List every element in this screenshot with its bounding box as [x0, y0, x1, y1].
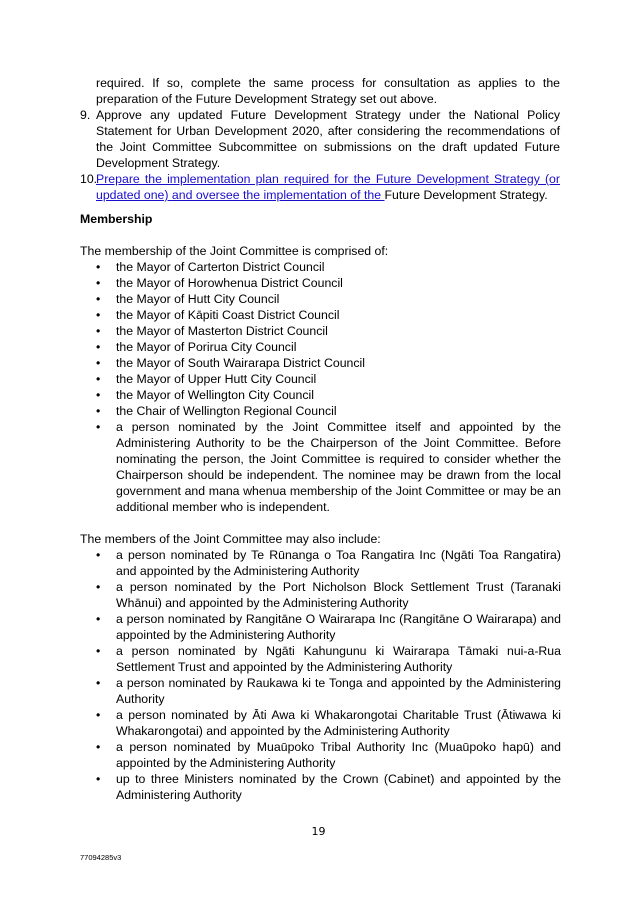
- bullet-icon: •: [96, 340, 101, 354]
- list-item: [96, 403, 561, 419]
- optional-members-intro: The members of the Joint Committee may also include:: [80, 532, 381, 546]
- list-item: [96, 771, 561, 803]
- list-item: [96, 355, 561, 371]
- list-item-text: the Mayor of Carterton District Council: [116, 260, 325, 274]
- bullet-icon: •: [96, 580, 101, 594]
- bullet-icon: •: [96, 292, 101, 306]
- list-item-text: a person nominated by Rangitāne O Wairarapa Inc (Rangitāne O Wairarapa) and appointed by the Administering Authority: [116, 612, 561, 642]
- list-item-text: the Chair of Wellington Regional Council: [116, 404, 337, 418]
- list-item-text: the Mayor of Upper Hutt City Council: [116, 372, 317, 386]
- item-text-tail: Future Development Strategy.: [384, 188, 548, 202]
- list-item-text: a person nominated by Raukawa ki te Tonga and appointed by the Administering Authority: [116, 676, 561, 706]
- bullet-icon: •: [96, 676, 101, 690]
- bullet-icon: •: [96, 324, 101, 338]
- section-heading: Membership: [80, 212, 153, 226]
- list-item-text: the Mayor of Masterton District Council: [116, 324, 328, 338]
- list-item: [96, 547, 561, 579]
- list-item-text: a person nominated by Ngāti Kahungunu ki Wairarapa Tāmaki nui-a-Rua Settlement Trust and appointed by the Administering Authority: [116, 644, 561, 674]
- list-item: [96, 739, 561, 771]
- bullet-icon: •: [96, 548, 101, 562]
- bullet-icon: •: [96, 356, 101, 370]
- list-item-text: up to three Ministers nominated by the Crown (Cabinet) and appointed by the Administering Authority: [116, 772, 561, 802]
- page-number: 19: [311, 825, 326, 838]
- bullet-icon: •: [96, 308, 101, 322]
- list-item-text: a person nominated by the Joint Committee itself and appointed by the Administering Authority to be the Chairperson of the Joint Committee. Before nominating the person, the Joint Committee is required to consider whether the Chairperson should be independent. The nominee may be drawn from the local government and mana whenua membership of the Joint Committee or may be an additional member who is independent.: [116, 420, 561, 514]
- list-item: [96, 339, 561, 355]
- item-number: 9.: [80, 108, 91, 122]
- list-item-text: the Mayor of Porirua City Council: [116, 340, 297, 354]
- list-item: [96, 259, 561, 275]
- bullet-icon: •: [96, 612, 101, 626]
- item-number: 10.: [80, 172, 98, 186]
- bullet-icon: •: [96, 388, 101, 402]
- list-item: [96, 419, 561, 515]
- list-item: [96, 579, 561, 611]
- list-item: [96, 707, 561, 739]
- bullet-icon: •: [96, 276, 101, 290]
- bullet-icon: •: [96, 708, 101, 722]
- list-item: [96, 307, 561, 323]
- members-list: [96, 259, 561, 515]
- list-item-text: the Mayor of Wellington City Council: [116, 388, 314, 402]
- item-text: [96, 171, 560, 203]
- list-item: [96, 275, 561, 291]
- list-item-text: a person nominated by Muaūpoko Tribal Authority Inc (Muaūpoko hapū) and appointed by the Administering Authority: [116, 740, 561, 770]
- list-item-text: a person nominated by the Port Nicholson Block Settlement Trust (Taranaki Whānui) and appointed by the Administering Authority: [116, 580, 561, 610]
- bullet-icon: •: [96, 644, 101, 658]
- bullet-icon: •: [96, 740, 101, 754]
- bullet-icon: •: [96, 772, 101, 786]
- list-item: [96, 387, 561, 403]
- list-item-text: the Mayor of Kāpiti Coast District Council: [116, 308, 340, 322]
- list-item: [96, 291, 561, 307]
- bullet-icon: •: [96, 404, 101, 418]
- list-item-text: a person nominated by Te Rūnanga o Toa Rangatira Inc (Ngāti Toa Rangatira) and appointed by the Administering Authority: [116, 548, 561, 578]
- bullet-icon: •: [96, 260, 101, 274]
- optional-members-list: [96, 547, 561, 803]
- bullet-icon: •: [96, 372, 101, 386]
- implementation-plan-link[interactable]: Prepare the implementation plan required for the Future Development Strategy (or updated one) and oversee the implementation of the: [96, 172, 560, 202]
- item-text: Approve any updated Future Development Strategy under the National Policy Statement for Urban Development 2020, after considering the recommendations of the Joint Committee Subcommittee on submissions on the draft updated Future Development Strategy.: [96, 108, 560, 170]
- list-item-9: [80, 107, 560, 171]
- continuation-paragraph: required. If so, complete the same process for consultation as applies to the preparation of the Future Development Strategy set out above.: [96, 76, 560, 106]
- list-item: [96, 371, 561, 387]
- list-item-text: the Mayor of Horowhenua District Council: [116, 276, 343, 290]
- list-item: [96, 611, 561, 643]
- list-item: [96, 643, 561, 675]
- membership-intro: The membership of the Joint Committee is comprised of:: [80, 244, 389, 258]
- list-item-text: a person nominated by Āti Awa ki Whakarongotai Charitable Trust (Ātiwawa ki Whakarongotai) and appointed by the Administering Authority: [116, 708, 561, 738]
- list-item: [96, 675, 561, 707]
- bullet-icon: •: [96, 420, 101, 434]
- list-item: [96, 323, 561, 339]
- list-item-text: the Mayor of Hutt City Council: [116, 292, 280, 306]
- list-item-10: [80, 171, 560, 203]
- document-id: 77094285v3: [80, 853, 122, 862]
- list-item-text: the Mayor of South Wairarapa District Council: [116, 356, 365, 370]
